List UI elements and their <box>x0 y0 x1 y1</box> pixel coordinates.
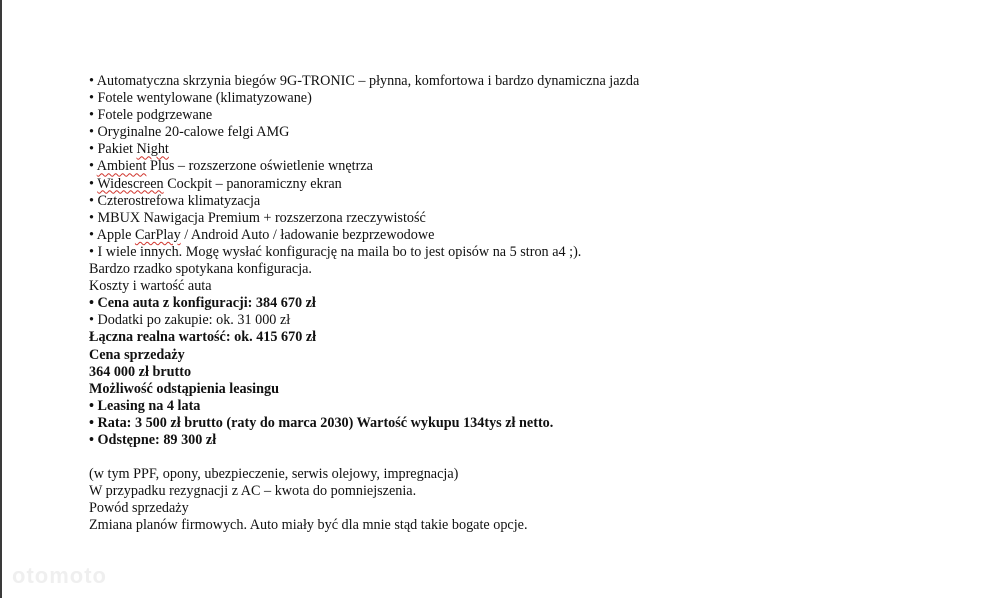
leasing-heading: Możliwość odstąpienia leasingu <box>89 380 279 397</box>
feature-bullet: • Automatyczna skrzynia biegów 9G-TRONIC – płynna, komfortowa i bardzo dynamiczna jazda <box>89 73 640 89</box>
text-segment: • Apple <box>89 226 135 243</box>
installment-line: • Rata: 3 500 zł brutto (raty do marca 2030) Wartość wykupu 134tys zł netto. <box>89 414 554 431</box>
leasing-term-line: • Leasing na 4 lata <box>89 397 201 414</box>
text-segment: Cockpit – panoramiczny ekran <box>163 175 342 192</box>
sale-price-heading: Cena sprzedaży <box>89 346 185 363</box>
feature-bullet-carplay <box>89 227 969 244</box>
text-segment: • <box>89 158 97 175</box>
text-segment: • Pakiet <box>89 141 137 158</box>
feature-bullet-widescreen <box>89 176 969 193</box>
reason-line: Zmiana planów firmowych. Auto miały być dla mnie stąd takie bogate opcje. <box>89 517 528 534</box>
document-body <box>89 73 969 535</box>
ac-resignation-line: W przypadku rezygnacji z AC – kwota do pomniejszenia. <box>89 483 417 500</box>
spellcheck-word: Widescreen <box>97 175 164 192</box>
spellcheck-word: Night <box>136 141 169 158</box>
feature-bullet: • Czterostrefowa klimatyzacja <box>89 192 261 209</box>
total-value-line: Łączna realna wartość: ok. 415 670 zł <box>89 329 317 346</box>
feature-bullet: • Fotele podgrzewane <box>89 107 213 124</box>
blank-line <box>89 449 969 466</box>
watermark-logo: otomoto <box>12 563 107 588</box>
text-segment: • <box>89 175 98 192</box>
transfer-fee-line: • Odstępne: 89 300 zł <box>89 431 217 448</box>
spellcheck-word: CarPlay <box>134 226 181 243</box>
spellcheck-word: Ambient <box>96 158 147 175</box>
feature-bullet-night <box>89 141 969 158</box>
feature-bullet-more: • I wiele innych. Mogę wysłać konfigurację na maila bo to jest opisów na 5 stron a4 ;). <box>89 243 582 260</box>
addons-line: • Dodatki po zakupie: ok. 31 000 zł <box>89 312 291 329</box>
sale-price-value: 364 000 zł brutto <box>89 363 192 380</box>
feature-bullet: • Oryginalne 20-calowe felgi AMG <box>89 124 290 141</box>
text-segment: / Android Auto / ładowanie bezprzewodowe <box>180 226 435 243</box>
feature-bullet: • Fotele wentylowane (klimatyzowane) <box>89 90 312 107</box>
feature-bullet-ambient <box>89 158 969 175</box>
rare-config-note: Bardzo rzadko spotykana konfiguracja. <box>89 261 312 278</box>
text-segment: Plus – rozszerzone oświetlenie wnętrza <box>146 158 373 175</box>
feature-bullet: • MBUX Nawigacja Premium + rozszerzona rzeczywistość <box>89 209 426 226</box>
costs-heading: Koszty i wartość auta <box>89 278 212 295</box>
includes-line: (w tym PPF, opony, ubezpieczenie, serwis olejowy, impregnacja) <box>89 466 459 483</box>
reason-heading: Powód sprzedaży <box>89 500 189 517</box>
car-price-line: • Cena auta z konfiguracji: 384 670 zł <box>89 295 316 312</box>
